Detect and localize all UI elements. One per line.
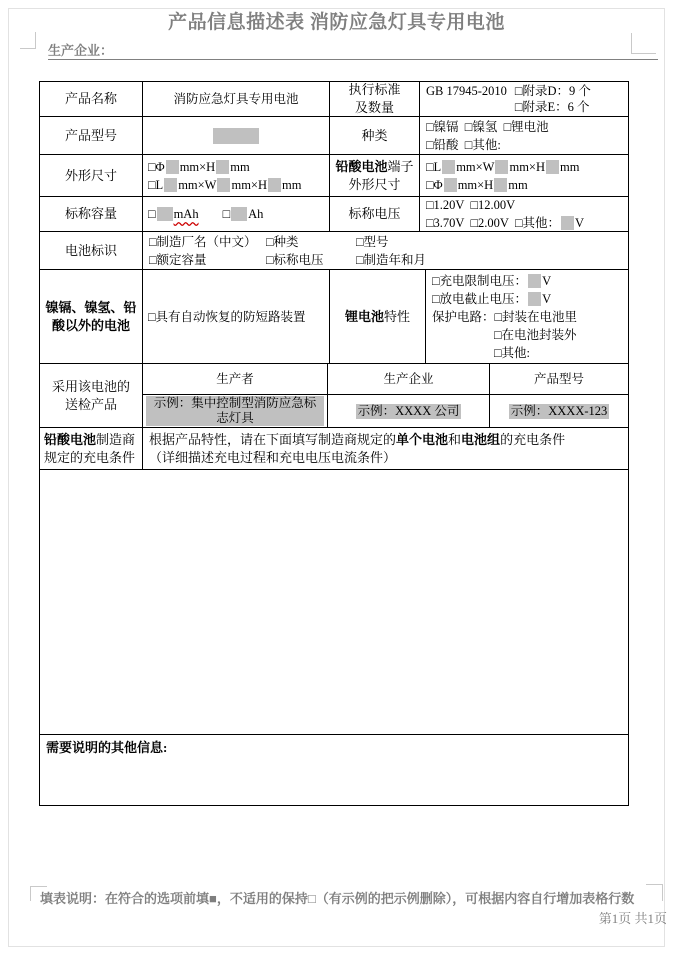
standard-label-line1: 执行标准 (348, 82, 401, 97)
other-info-fill-area[interactable] (40, 735, 628, 805)
voltage-unit: V (542, 291, 552, 306)
checkbox-option-charge-limit[interactable] (432, 272, 622, 290)
redacted-value-box[interactable] (494, 178, 507, 192)
redacted-value-box[interactable] (442, 160, 455, 174)
redacted-model-box[interactable] (213, 128, 259, 144)
dim-text: mm×H (179, 159, 216, 174)
checkbox-option[interactable]: □种类 (266, 234, 299, 249)
product-model-label: 产品型号 (40, 117, 143, 154)
nominal-capacity-label: 标称容量 (40, 197, 143, 231)
subtable-example-row (143, 395, 628, 427)
checkbox-option-term-box[interactable] (426, 158, 622, 176)
lithium-rest: 特性 (384, 308, 411, 324)
battery-marking-options (143, 232, 628, 269)
table-row (40, 428, 628, 470)
other-battery-label-line1: 镍镉、镍氢、铅 (45, 299, 137, 315)
voltage-unit: V (575, 216, 585, 230)
checkbox-glyph: □ (222, 207, 231, 221)
nominal-voltage-label: 标称电压 (330, 197, 420, 231)
redacted-value-box[interactable] (528, 274, 541, 288)
dim-text: mm (560, 159, 580, 174)
charging-label-line1 (44, 431, 135, 449)
instruction-text: 根据产品特性，请在下面填写制造商规定的 (149, 431, 397, 447)
table-row (40, 117, 628, 155)
charging-instruction-line1 (149, 431, 622, 449)
document-title: 产品信息描述表 消防应急灯具专用电池 (168, 12, 505, 33)
terminal-dimensions-options (420, 155, 628, 196)
checkbox-option-row[interactable] (426, 214, 622, 231)
lithium-label (345, 308, 410, 326)
redacted-value-box[interactable] (217, 178, 230, 192)
table-row (40, 735, 628, 805)
checkbox-option-capacity[interactable] (148, 205, 324, 223)
product-name-label: 产品名称 (40, 82, 143, 116)
dim-text: mm×H (457, 177, 494, 192)
enterprise-example-cell (328, 395, 490, 427)
lead-acid-bold: 铅酸电池 (44, 431, 97, 447)
checkbox-option[interactable]: □制造年和月 (356, 252, 427, 267)
lithium-bold: 锂电池 (344, 308, 384, 324)
battery-kind-options (420, 117, 628, 154)
table-row (40, 82, 628, 117)
dim-text: □Φ (148, 159, 165, 174)
dim-text: mm (508, 177, 528, 192)
submitted-product-label-line2: 送检产品 (64, 396, 117, 412)
checkbox-option-protection-other[interactable]: □其他: (494, 345, 531, 360)
unit-mah: mAh (173, 207, 199, 221)
submitted-product-label-line1: 采用该电池的 (51, 378, 130, 394)
redacted-value-box[interactable] (528, 292, 541, 306)
standard-label-line2: 及数量 (354, 100, 394, 115)
fill-instructions: 填表说明：在符合的选项前填■，不适用的保持□（有示例的把示例删除），可根据内容自行增加表格行数 (40, 891, 635, 906)
table-row (40, 364, 628, 428)
checkbox-option-row[interactable]: □镍镉 □镍氢 □锂电池 (426, 119, 549, 134)
margin-mark-top-left-icon (20, 32, 36, 49)
battery-pack-bold: 电池组 (461, 431, 501, 447)
voltage-other-text: □3.70V □2.00V □其他： (426, 216, 561, 230)
redacted-value-box[interactable] (495, 160, 508, 174)
lead-acid-terminal-label (330, 155, 420, 196)
voltage-options (420, 197, 628, 231)
dim-text: mm (282, 177, 302, 192)
checkbox-option-appendix-d[interactable]: □附录D：9 个 (514, 84, 591, 98)
product-name-value: 消防应急灯具专用电池 (143, 82, 330, 116)
dim-text: mm×H (231, 177, 268, 192)
terminal-rest: 端子 (387, 158, 414, 174)
checkbox-option[interactable]: □标称电压 (266, 252, 324, 267)
redacted-value-box[interactable] (546, 160, 559, 174)
table-row (40, 470, 628, 735)
standard-number: GB 17945-2010 (426, 84, 507, 98)
checkbox-option-discharge-cutoff[interactable] (432, 290, 622, 308)
manufacturer-fill-line[interactable] (48, 42, 658, 60)
instruction-text: 的充电条件 (500, 431, 566, 447)
dim-text: □L (426, 159, 442, 174)
redacted-value-box[interactable] (166, 160, 179, 174)
enterprise-column-header: 生产企业 (328, 364, 490, 394)
other-battery-type-label (40, 270, 143, 363)
other-battery-label-line2: 酸以外的电池 (51, 317, 130, 333)
standard-value-cell (420, 82, 628, 116)
checkbox-option-short-circuit[interactable]: □具有自动恢复的防短路装置 (148, 309, 306, 324)
producer-example-value[interactable]: 示例：集中控制型消防应急标志灯具 (146, 396, 324, 426)
charging-label-line2: 规定的充电条件 (44, 449, 136, 465)
redacted-value-box[interactable] (268, 178, 281, 192)
lead-acid-bold: 铅酸电池 (335, 158, 388, 174)
redacted-value-box[interactable] (561, 216, 574, 230)
checkbox-option-protection-outside[interactable]: □在电池封装外 (494, 327, 577, 342)
standard-quantity-label (330, 82, 420, 116)
discharge-cutoff-text: □放电截止电压： (432, 291, 528, 306)
redacted-value-box[interactable] (231, 207, 247, 221)
checkbox-option[interactable]: □额定容量 (149, 252, 207, 267)
checkbox-glyph: □ (148, 207, 156, 221)
checkbox-option-dim-box[interactable] (148, 176, 324, 194)
model-example-cell (490, 395, 628, 427)
manufacturer-label: 生产企业： (48, 43, 114, 58)
submitted-product-label (40, 364, 143, 427)
table-row (40, 155, 628, 197)
dim-text: □Φ (426, 177, 443, 192)
capacity-options (143, 197, 330, 231)
other-info-label: 需要说明的其他信息: (46, 740, 168, 755)
unit-ah: Ah (248, 207, 264, 221)
dimensions-options (143, 155, 330, 196)
charging-instruction-line2: （详细描述充电过程和充电电压电流条件） (149, 449, 397, 465)
lithium-options (426, 270, 628, 363)
checkbox-option-appendix-e[interactable]: □附录E：6 个 (514, 100, 590, 114)
battery-kind-label: 种类 (330, 117, 420, 154)
dim-text: mm×W (178, 177, 217, 192)
checkbox-option-term-cyl[interactable] (426, 176, 622, 194)
lead-acid-terminal-line1 (335, 158, 413, 176)
table-row (40, 270, 628, 364)
redacted-value-box[interactable] (164, 178, 177, 192)
dim-text: mm×W (456, 159, 495, 174)
model-example-value[interactable]: 示例：XXXX-123 (510, 403, 608, 418)
redacted-value-box[interactable] (157, 207, 173, 221)
producer-column-header: 生产者 (143, 364, 328, 394)
product-info-table (39, 81, 629, 806)
checkbox-option-protection-inside[interactable]: 保护电路：□封装在电池里 (432, 309, 578, 324)
single-cell-bold: 单个电池 (396, 431, 449, 447)
charging-conditions-instructions (143, 428, 628, 469)
redacted-value-box[interactable] (216, 160, 229, 174)
instruction-text: 和 (448, 431, 462, 447)
model-column-header: 产品型号 (533, 371, 584, 386)
page-indicator: 第1页 共1页 (598, 911, 667, 926)
dimensions-label: 外形尺寸 (40, 155, 143, 196)
charging-label-rest: 制造商 (96, 431, 136, 447)
dim-text: mm (230, 159, 250, 174)
table-row (40, 197, 628, 232)
short-circuit-option-cell (143, 270, 330, 363)
charging-conditions-fill-area[interactable] (40, 470, 628, 734)
checkbox-option[interactable]: □制造厂名（中文） (149, 234, 257, 249)
enterprise-example-value[interactable]: 示例：XXXX 公司 (357, 403, 460, 418)
producer-example-cell (143, 395, 328, 427)
lithium-characteristics-label (330, 270, 426, 363)
charging-conditions-label (40, 428, 143, 469)
battery-marking-label: 电池标识 (40, 232, 143, 269)
dim-text: □L (148, 177, 164, 192)
product-model-value-cell (143, 117, 330, 154)
redacted-value-box[interactable] (444, 178, 457, 192)
dim-text: mm×H (509, 159, 546, 174)
checkbox-option[interactable]: □型号 (356, 234, 389, 249)
submitted-product-subtable (143, 364, 628, 427)
checkbox-option-row[interactable]: □1.20V □12.00V (426, 198, 516, 212)
checkbox-option-row[interactable]: □铅酸 □其他: (426, 137, 501, 152)
voltage-unit: V (542, 273, 552, 288)
charge-limit-text: □充电限制电压： (432, 273, 528, 288)
lead-acid-terminal-line2: 外形尺寸 (348, 176, 401, 192)
checkbox-option-dim-cyl[interactable] (148, 158, 324, 176)
table-row (40, 232, 628, 270)
subtable-header-row (143, 364, 628, 395)
